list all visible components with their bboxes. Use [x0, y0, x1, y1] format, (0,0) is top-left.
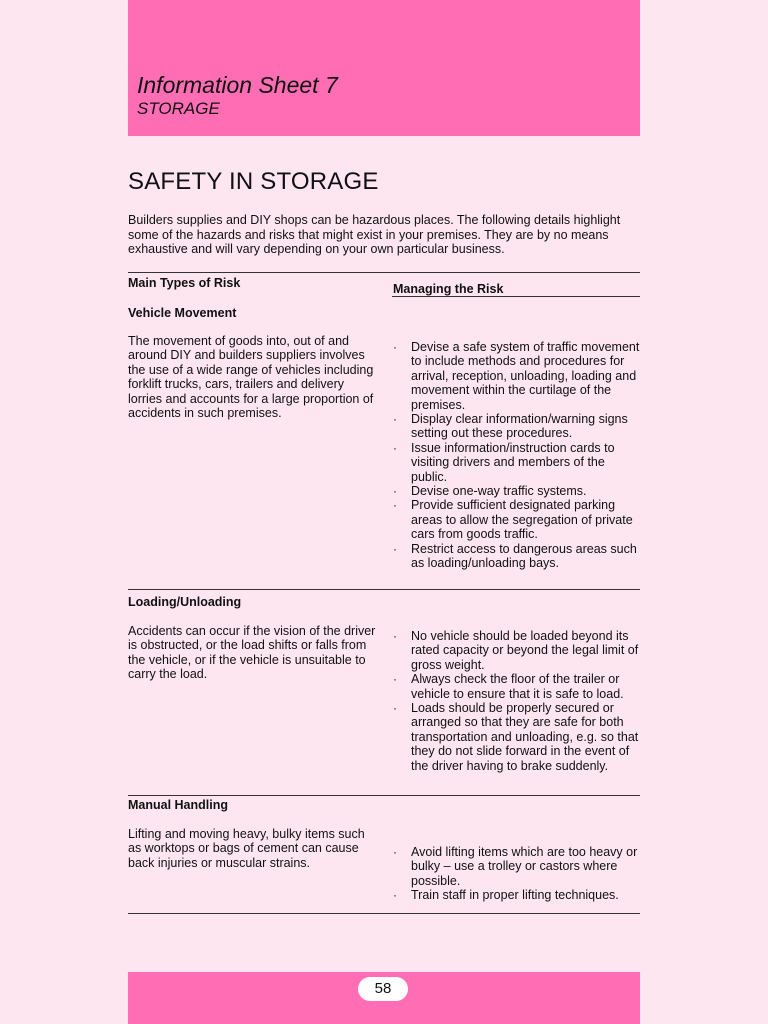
- section-title-manual-handling: Manual Handling: [128, 798, 228, 812]
- list-item: [392, 701, 642, 773]
- page-number: 58: [358, 977, 408, 1001]
- measure-text: Display clear information/warning signs setting out these procedures.: [411, 412, 628, 441]
- list-item: [392, 441, 642, 484]
- bullet-icon: ·: [393, 845, 397, 859]
- table-top-rule: [128, 272, 640, 273]
- bullet-icon: ·: [393, 484, 397, 499]
- measure-text: Issue information/instruction cards to visiting drivers and members of the public.: [411, 440, 615, 484]
- list-item: [392, 672, 642, 701]
- list-item: [392, 412, 642, 441]
- section-title-vehicle-movement: Vehicle Movement: [128, 306, 237, 320]
- bullet-icon: ·: [393, 498, 397, 513]
- column-header-risk: Main Types of Risk: [128, 276, 241, 290]
- section-title-loading-unloading: Loading/Unloading: [128, 595, 242, 609]
- list-item: [392, 498, 642, 541]
- intro-paragraph: Builders supplies and DIY shops can be hazardous places. The following details highlight some of the hazards and risks that might exist in your premises. They are by no means exhaustive and will vary depending on your own particular business.: [128, 213, 621, 256]
- measures-list-manual-handling: [392, 845, 642, 903]
- bullet-icon: ·: [393, 672, 397, 687]
- section-description-manual-handling: Lifting and moving heavy, bulky items such as worktops or bags of cement can cause back injuries or muscular strains.: [128, 827, 365, 870]
- bullet-icon: ·: [393, 701, 397, 716]
- bullet-icon: ·: [393, 541, 397, 556]
- measure-text: Train staff in proper lifting techniques.: [411, 888, 619, 903]
- table-bottom-rule: [128, 913, 640, 914]
- measure-text: Always check the floor of the trailer or vehicle to ensure that it is safe to load.: [411, 672, 624, 701]
- section-divider: [128, 795, 640, 796]
- column-header-rule: [392, 296, 640, 297]
- bullet-icon: ·: [393, 440, 397, 455]
- measure-text: Devise one-way traffic systems.: [411, 484, 587, 499]
- section-description-vehicle-movement: The movement of goods into, out of and around DIY and builders suppliers involves the use of a wide range of vehicles including forklift trucks, cars, trailers and delivery lorries and accounts for a large proportion of accidents in such premises.: [128, 334, 374, 421]
- sheet-subtitle: STORAGE: [137, 99, 220, 118]
- list-item: [392, 484, 642, 498]
- page-title: SAFETY IN STORAGE: [128, 168, 379, 195]
- measures-list-vehicle-movement: [392, 340, 642, 571]
- measures-list-loading-unloading: [392, 629, 642, 773]
- section-divider: [128, 589, 640, 590]
- list-item: [392, 340, 642, 412]
- list-item: [392, 845, 642, 888]
- sheet-title: Information Sheet 7: [137, 72, 338, 98]
- section-description-loading-unloading: Accidents can occur if the vision of the driver is obstructed, or the load shifts or falls from the vehicle, or if the vehicle is unsuitable to carry the load.: [128, 624, 376, 682]
- bullet-icon: ·: [393, 412, 397, 427]
- measure-text: Loads should be properly secured or arranged so that they are safe for both transportation and unloading, e.g. so that they do not slide forward in the event of the driver having to brake suddenly.: [411, 701, 639, 773]
- measure-text: No vehicle should be loaded beyond its rated capacity or beyond the legal limit of gross weight.: [411, 629, 639, 672]
- measure-text: Devise a safe system of traffic movement to include methods and procedures for arrival, reception, unloading, loading and movement within the curtilage of the premises.: [411, 340, 640, 412]
- measure-text: Provide sufficient designated parking areas to allow the segregation of private cars from goods traffic.: [411, 498, 633, 542]
- list-item: [392, 888, 642, 902]
- list-item: [392, 542, 642, 571]
- column-header-managing: Managing the Risk: [393, 282, 504, 296]
- list-item: [392, 629, 642, 672]
- bullet-icon: ·: [393, 888, 397, 903]
- measure-text: Restrict access to dangerous areas such as loading/unloading bays.: [411, 541, 637, 571]
- bullet-icon: ·: [393, 340, 397, 354]
- bullet-icon: ·: [393, 629, 397, 643]
- measure-text: Avoid lifting items which are too heavy or bulky – use a trolley or castors where possible.: [411, 845, 638, 888]
